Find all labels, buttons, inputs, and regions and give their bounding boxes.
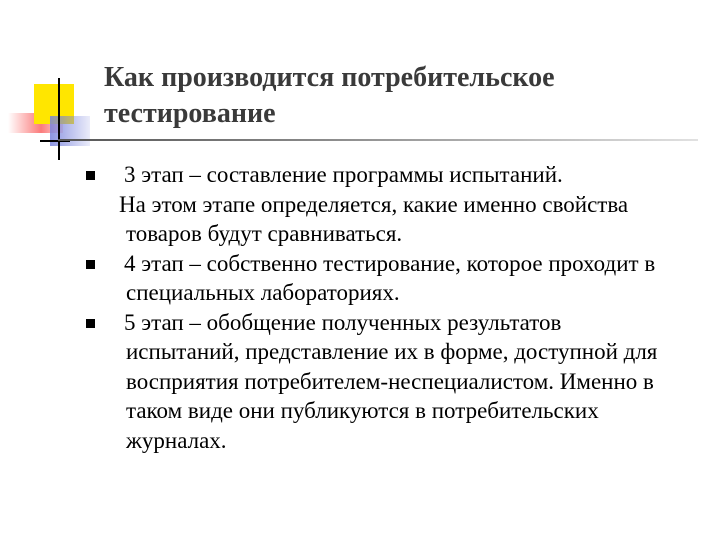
slide-title: Как производится потребительское тестирование [104, 62, 555, 129]
square-bullet-icon [86, 260, 95, 269]
bullet-item-stage-4 [78, 249, 678, 308]
bullet-item-stage-3 [78, 160, 678, 190]
bullet-item-stage-5 [78, 308, 678, 456]
corner-decoration-vertical-line [58, 78, 60, 160]
plain-paragraph [78, 190, 678, 249]
square-bullet-icon [86, 171, 95, 180]
title-divider [58, 139, 698, 141]
bullet-text: 4 этап – собственно тестирование, которое проходит в специальных лабораториях. [124, 250, 656, 305]
paragraph-text: На этом этапе определяется, какие именно свойства товаров будут сравниваться. [119, 191, 629, 246]
square-bullet-icon [86, 319, 95, 328]
bullet-text: 3 этап – составление программы испытаний. [124, 162, 563, 187]
bullet-text: 5 этап – обобщение полученных результатов испытаний, представление их в форме, доступной для восприятия потребителем-неспециалистом. Именно в таком виде они публикуются в потребительских журналах. [124, 309, 658, 453]
slide-body [78, 160, 678, 455]
